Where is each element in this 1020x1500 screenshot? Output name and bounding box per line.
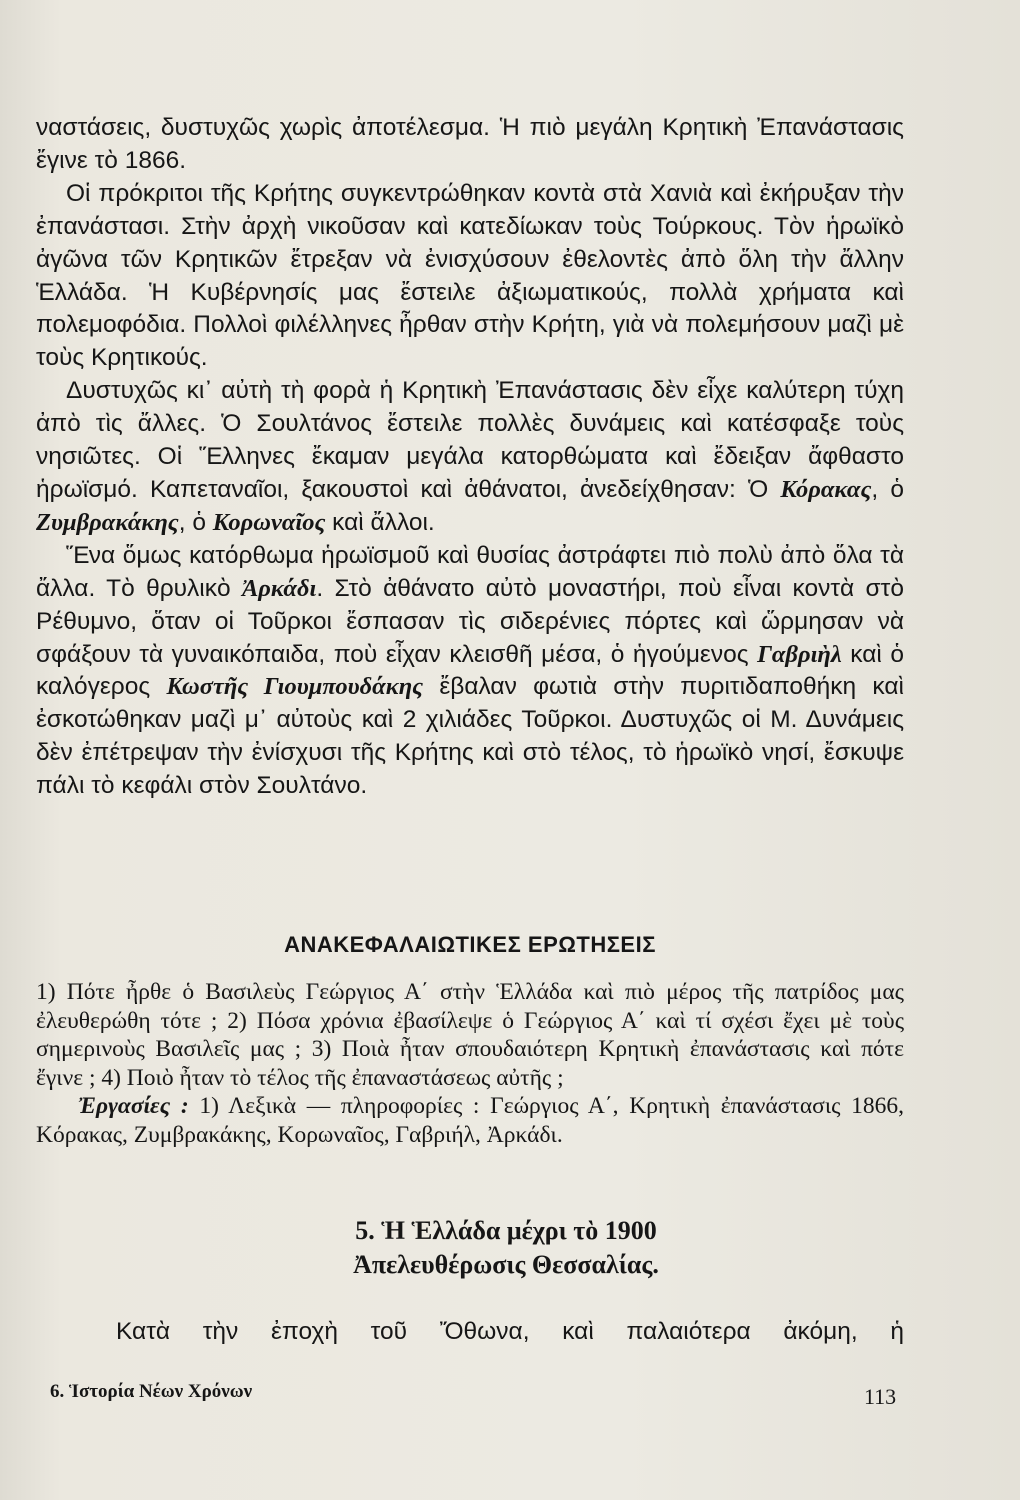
paragraph-3-text-b: , ὁ — [871, 475, 904, 503]
name-korakas: Κόρακας — [780, 475, 872, 503]
review-tasks — [36, 1092, 904, 1149]
chapter-title — [36, 1214, 976, 1282]
paragraph-3 — [36, 375, 904, 540]
paragraph-4 — [36, 540, 904, 803]
paragraph-4-text-c: καὶ ὁ καλόγερος — [36, 640, 904, 701]
paragraph-4-text-d: ἔβαλαν φωτιὰ στὴν πυριτιδαποθήκη καὶ ἐσκοτώθηκαν μαζὶ μ᾽ αὐτοὺς καὶ 2 χιλιάδες Τοῦρκοι. Δυστυχῶς οἱ Μ. Δυνάμεις δὲν ἐπέτρεψαν τὴν ἐνίσχυσι τῆς Κρήτης καὶ στὸ τέλος, τὸ ἡρωϊκὸ νησί, ἔσκυψε πάλι τὸ κεφάλι στὸν Σουλτάνο. — [36, 673, 904, 800]
chapter-first-line: Κατὰ τὴν ἐποχὴ τοῦ Ὄθωνα, καὶ παλαιότερα ἀκόμη, ἡ — [116, 1318, 904, 1345]
chapter-title-line-1: 5. Ἡ Ἑλλάδα μέχρι τὸ 1900 — [355, 1216, 657, 1245]
review-heading: ΑΝΑΚΕΦΑΛΑΙΩΤΙΚΕΣ ΕΡΩΤΗΣΕΙΣ — [284, 932, 656, 957]
paragraph-4-text-a: Ἕνα ὅμως κατόρθωμα ἡρωϊσμοῦ καὶ θυσίας ἀστράφτει πιὸ πολὺ ἀπὸ ὅλα τὰ ἄλλα. Τὸ θρυλικὸ — [36, 541, 904, 602]
name-zymvrakakis: Ζυμβρακάκης — [36, 508, 179, 536]
name-gavriil: Γαβριὴλ — [757, 640, 842, 668]
paragraph-2: Οἱ πρόκριτοι τῆς Κρήτης συγκεντρώθηκαν κοντὰ στὰ Χανιὰ καὶ ἐκήρυξαν τὴν ἐπανάστασι. Στὴν ἀρχὴ νικοῦσαν καὶ κατεδίωκαν τοὺς Τούρκους. Τὸν ἡρωϊκὸ ἀγῶνα τῶν Κρητικῶν ἔτρεξαν νὰ ἐνισχύσουν ἐθελοντὲς ἀπὸ ὅλη τὴν ἄλλην Ἑλλάδα. Ἡ Κυβέρνησίς μας ἔστειλε ἀξιωματικούς, πολλὰ χρήματα καὶ πολεμοφόδια. Πολλοὶ φιλέλληνες ἦρθαν στὴν Κρήτη, γιὰ νὰ πολεμήσουν μαζὶ μὲ τοὺς Κρητικούς. — [36, 179, 904, 372]
paragraph-3-text-d: καὶ ἄλλοι. — [325, 508, 435, 536]
place-arkadi: Ἀρκάδι — [241, 574, 317, 602]
page-number: 113 — [864, 1384, 897, 1409]
review-questions-text: 1) Πότε ἦρθε ὁ Βασιλεὺς Γεώργιος Α΄ στὴν Ἑλλάδα καὶ πιὸ μέρος τῆς πατρίδος μας ἐλευθερώθη τότε ; 2) Πόσα χρόνια ἐβασίλεψε ὁ Γεώργιος Α΄ καὶ τί σχέσι ἔχει μὲ τοὺς σημερινοὺς Βασιλεῖς μας ; 3) Ποιὰ ἦταν σπουδαιότερη Κρητικὴ ἐπανάστασις καὶ πότε ἔγινε ; 4) Ποιὸ ἦταν τὸ τέλος τῆς ἐπαναστάσεως αὐτῆς ; — [36, 979, 904, 1091]
paragraph-3-text-c: , ὁ — [178, 508, 213, 536]
name-koronaios: Κορωναῖος — [212, 508, 326, 536]
chapter-title-line-2: Ἀπελευθέρωσις Θεσσαλίας. — [353, 1250, 659, 1279]
tasks-label: Ἐργασίες : — [78, 1093, 189, 1120]
tasks-text: 1) Λεξικὰ — πληροφορίες : Γεώργιος Α΄, Κρητικὴ ἐπανάστασις 1866, Κόρακας, Ζυμβρακάκης, Κορωναῖος, Γαβριήλ, Ἀρκάδι. — [36, 1093, 904, 1148]
paragraph-3-text-a: Δυστυχῶς κι᾽ αὐτὴ τὴ φορὰ ἡ Κρητικὴ Ἐπανάστασις δὲν εἶχε καλύτερη τύχη ἀπὸ τὶς ἄλλες. Ὁ Σουλτάνος ἔστειλε πολλὲς δυνάμεις καὶ κατέσφαξε τοὺς νησιῶτες. Οἱ Ἕλληνες ἔκαμαν μεγάλα κατορθώματα καὶ ἔδειξαν ἄφθαστο ἡρωϊσμό. Καπεταναῖοι, ξακουστοὶ καὶ ἀθάνατοι, ἀνεδείχθησαν: Ὁ — [36, 377, 904, 503]
main-text — [36, 112, 904, 803]
name-giouboudakis: Κωστῆς Γιουμπουδάκης — [166, 673, 424, 701]
paragraph-4-text-b: . Στὸ ἀθάνατο αὐτὸ μοναστήρι, ποὺ εἶναι κοντὰ στὸ Ρέθυμνο, ὅταν οἱ Τοῦρκοι ἔσπασαν τὶς σιδερένιες πόρτες καὶ ὥρμησαν νὰ σφάξουν τὰ γυναικόπαιδα, ποὺ εἶχαν κλεισθῆ μέσα, ὁ ἡγούμενος — [36, 574, 904, 668]
footer-signature: 6. Ἱστορία Νέων Χρόνων — [50, 1381, 253, 1402]
paragraph-1: ναστάσεις, δυστυχῶς χωρὶς ἀποτέλεσμα. Ἡ πιὸ μεγάλη Κρητικὴ Ἐπανάστασις ἔγινε τὸ 1866. — [36, 114, 904, 174]
review-questions — [36, 978, 904, 1150]
